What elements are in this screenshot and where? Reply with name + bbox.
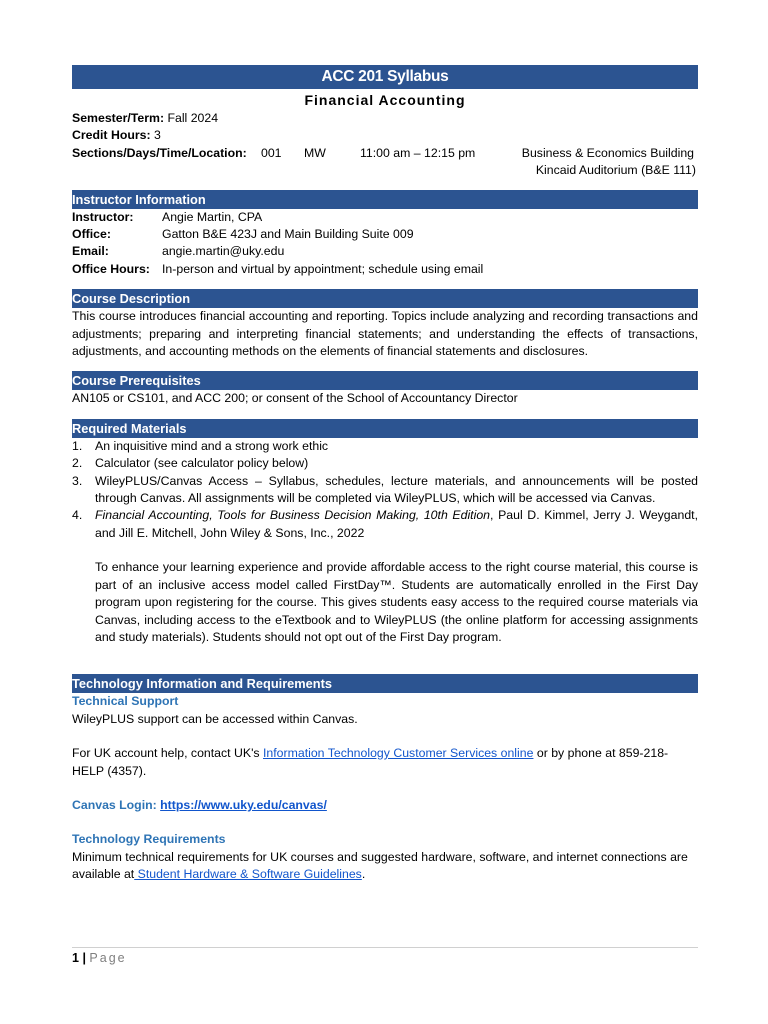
course-meta: [72, 110, 698, 180]
uk-help-prefix: For UK account help, contact UK's: [72, 746, 263, 761]
office-label: Office:: [72, 227, 111, 242]
technical-support-text: WileyPLUS support can be accessed within Canvas.: [72, 711, 358, 726]
textbook-details: , Paul D. Kimmel, Jerry J. Weygandt, and Jill E. Mitchell, John Wiley & Sons, Inc., 2022: [95, 508, 698, 540]
semester-label: Semester/Term:: [72, 111, 165, 125]
it-customer-services-link[interactable]: Information Technology Customer Services online: [263, 746, 534, 761]
page-number: 1: [72, 951, 79, 965]
hardware-software-guidelines-link[interactable]: Student Hardware & Software Guidelines: [134, 867, 362, 882]
document-title: ACC 201 Syllabus: [72, 65, 698, 89]
description-section-heading: Course Description: [72, 289, 698, 308]
instructor-label: Instructor:: [72, 209, 134, 224]
list-item-number: 2.: [72, 456, 83, 471]
technical-support-heading: Technical Support: [72, 694, 179, 709]
materials-list: [72, 438, 698, 542]
instructor-section-heading: Instructor Information: [72, 190, 698, 209]
prerequisites-section-heading: Course Prerequisites: [72, 371, 698, 390]
uk-help-suffix: or by phone at 859-218-HELP (4357).: [72, 746, 669, 778]
technology-requirements-text: [72, 849, 698, 884]
canvas-login-row: [72, 797, 698, 814]
uk-help-paragraph: [72, 745, 698, 780]
list-item-text: WileyPLUS/Canvas Access – Syllabus, schedules, lecture materials, and announcements will be posted through Canvas. All assignments will be completed via WileyPLUS, which will be accessed via Canvas.: [95, 473, 698, 506]
syllabus-page: [72, 65, 698, 884]
list-item-number: 4.: [72, 508, 83, 523]
office-hours-row: [72, 261, 698, 278]
semester-row: [72, 110, 698, 127]
list-item-text: An inquisitive mind and a strong work ethic: [95, 438, 329, 453]
page-word: Page: [89, 951, 127, 965]
office-hours-label: Office Hours:: [72, 261, 150, 276]
email-label: Email:: [72, 244, 109, 259]
office-value: Gatton B&E 423J and Main Building Suite 009: [162, 227, 414, 242]
list-item: [72, 473, 698, 508]
instructor-name: Angie Martin, CPA: [162, 209, 263, 224]
course-description-text: This course introduces financial accounting and reporting. Topics include analyzing and recording transactions and adjustments; preparing and interpreting financial statements; and understanding the effects of transactions, adjustments, and accounting methods on the elements of financial statements and disclosures.: [72, 309, 698, 359]
materials-section-heading: Required Materials: [72, 419, 698, 438]
technology-requirements-heading: Technology Requirements: [72, 832, 226, 847]
list-item-number: 3.: [72, 473, 83, 488]
section-location-room: Kincaid Auditorium (B&E 111): [535, 163, 696, 178]
office-row: [72, 226, 698, 243]
credit-hours-label: Credit Hours:: [72, 128, 151, 143]
instructor-info: [72, 209, 698, 279]
list-item: [72, 507, 698, 542]
credit-hours-value: 3: [154, 128, 161, 143]
canvas-login-link[interactable]: https://www.uky.edu/canvas/: [160, 797, 327, 812]
list-item: [72, 438, 698, 455]
page-separator: |: [82, 951, 86, 965]
footer-divider: [72, 947, 698, 948]
credit-hours-row: [72, 127, 698, 144]
document-subtitle: Financial Accounting: [304, 92, 466, 108]
semester-value: Fall 2024: [167, 111, 219, 125]
requirements-prefix: Minimum technical requirements for UK courses and suggested hardware, software, and internet connections are available at: [72, 849, 688, 882]
textbook-title: Financial Accounting, Tools for Business Decision Making, 10th Edition: [95, 508, 491, 523]
section-time: 11:00 am – 12:15 pm: [360, 145, 476, 160]
requirements-suffix: .: [361, 867, 366, 882]
section-days: MW: [304, 145, 326, 160]
list-item-number: 1.: [72, 438, 83, 453]
list-item-text: [95, 507, 698, 542]
list-item: [72, 455, 698, 472]
email-row: [72, 243, 698, 260]
page-footer: [72, 950, 127, 967]
office-hours-value: In-person and virtual by appointment; schedule using email: [162, 261, 484, 276]
location-row-2: [72, 162, 698, 179]
sections-label: Sections/Days/Time/Location:: [72, 145, 247, 160]
prerequisites-text: AN105 or CS101, and ACC 200; or consent of the School of Accountancy Director: [72, 391, 518, 406]
section-number: 001: [261, 145, 282, 160]
technology-section-heading: Technology Information and Requirements: [72, 674, 698, 693]
list-item-text: Calculator (see calculator policy below): [95, 456, 309, 471]
firstday-paragraph: To enhance your learning experience and provide affordable access to the right course material, this course is part of an inclusive access model called FirstDay™. Students are automatically enrolled in the First Day program upon registering for the course. This gives students easy access to the required course materials via Canvas, including access to the eTextbook and to WileyPLUS (the online platform for accessing assignments and study materials). Students should not opt out of the First Day program.: [95, 560, 698, 644]
sections-row: [72, 145, 698, 162]
section-location-building: Business & Economics Building: [521, 145, 694, 160]
canvas-login-label: Canvas Login:: [72, 797, 161, 812]
email-value: angie.martin@uky.edu: [162, 244, 285, 259]
instructor-row: [72, 209, 698, 226]
